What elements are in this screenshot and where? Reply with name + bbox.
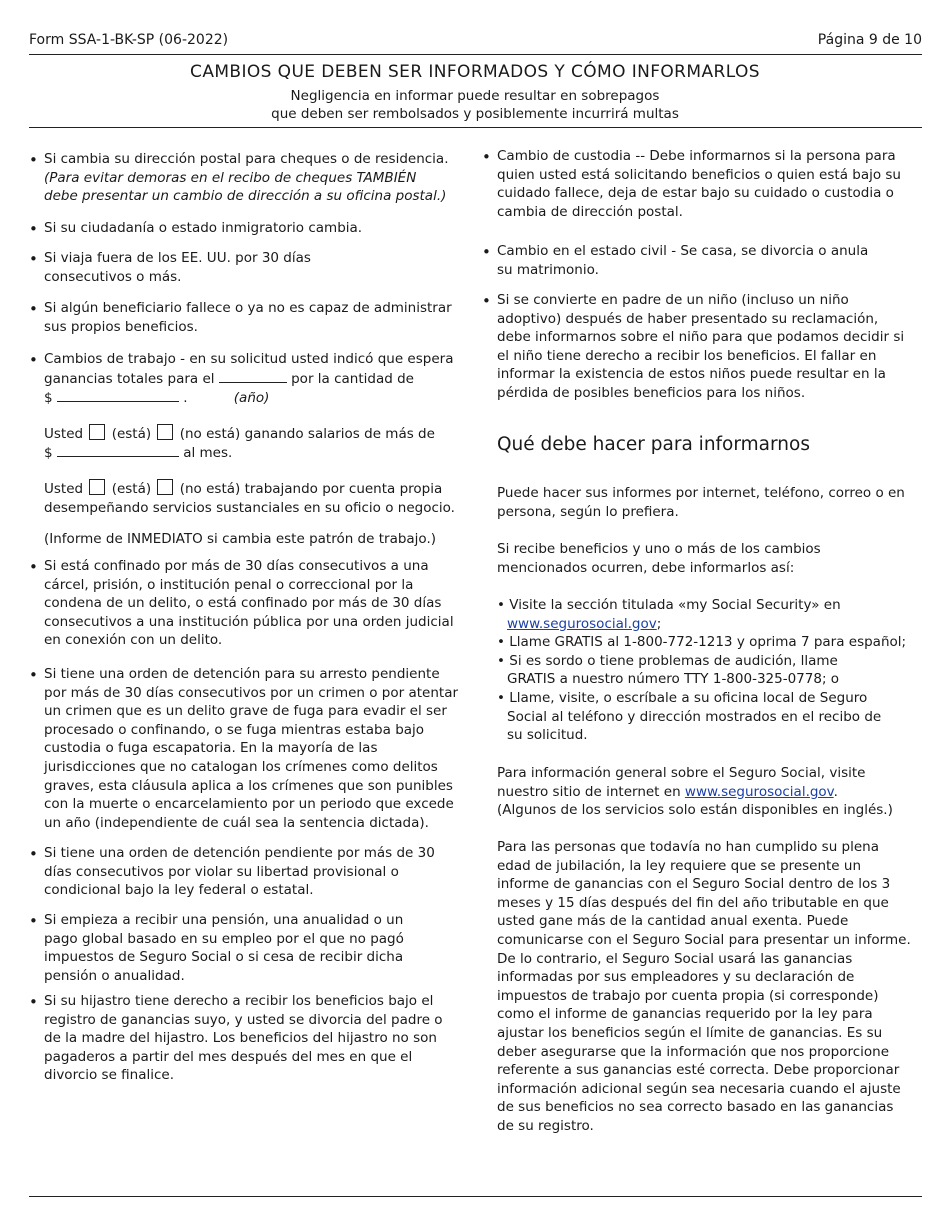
bullet-icon: • bbox=[29, 666, 38, 684]
bullet-icon: • bbox=[29, 993, 38, 1011]
text-line: registro de ganancias suyo, y usted se divorcia del padre o bbox=[44, 1011, 443, 1028]
subtitle-line: que deben ser rembolsados y posiblemente incurrirá multas bbox=[271, 106, 679, 122]
bullet-icon: • bbox=[482, 292, 491, 310]
text-line: días consecutivos por violar su libertad provisional o bbox=[44, 863, 399, 880]
text-fragment: $ bbox=[44, 390, 53, 407]
change-item-travel bbox=[44, 249, 469, 286]
list-item: • Visite la sección titulada «my Social Security» en bbox=[497, 597, 841, 613]
year-label: (año) bbox=[233, 390, 270, 407]
text-line: informar la existencia de estos niños puede resultar en la bbox=[497, 366, 886, 383]
bullet-icon: • bbox=[482, 243, 491, 261]
list-item: • Si es sordo o tiene problemas de audición, llame bbox=[497, 652, 838, 669]
text-line: mencionados ocurren, debe informarlos así: bbox=[497, 559, 795, 576]
text-line: pensión o anualidad. bbox=[44, 967, 185, 984]
text-line: pérdida de posibles beneficios para los niños. bbox=[497, 384, 806, 401]
text-line: consecutivos a una institución pública por una orden judicial bbox=[44, 613, 454, 630]
text-line: de su registro. bbox=[497, 1117, 594, 1134]
subtitle-line: Negligencia en informar puede resultar en sobrepagos bbox=[290, 88, 660, 104]
bullet-icon: • bbox=[29, 351, 38, 369]
text-fragment: Usted bbox=[44, 425, 84, 442]
text-line: Si su hijastro tiene derecho a recibir los beneficios bajo el bbox=[44, 993, 434, 1009]
page-subtitle bbox=[0, 87, 950, 123]
change-item-beneficiary bbox=[44, 299, 469, 336]
text-fragment: . bbox=[183, 390, 188, 407]
text-fragment: ganancias totales para el bbox=[44, 370, 215, 387]
text-line: adoptivo) después de haber presentado su reclamación, bbox=[497, 310, 879, 327]
text-fragment: por la cantidad de bbox=[291, 370, 414, 387]
text-line: edad de jubilación, la ley requiere que se presente un bbox=[497, 857, 862, 874]
bullet-icon: • bbox=[29, 912, 38, 930]
text-line bbox=[44, 443, 469, 463]
text-line: cambia de dirección postal. bbox=[497, 203, 683, 220]
text-line: en conexión con un delito. bbox=[44, 632, 223, 649]
text-line: jurisdicciones que no catalogan los crímenes como delitos bbox=[44, 758, 438, 775]
text-line: Si tiene una orden de detención para su arresto pendiente bbox=[44, 666, 440, 682]
text-fragment: ; bbox=[656, 615, 662, 632]
report-methods-paragraph bbox=[497, 484, 927, 521]
footer-rule bbox=[29, 1196, 922, 1197]
earnings-report-paragraph bbox=[497, 838, 927, 1136]
text-line: impuestos de Seguro Social o si cesa de recibir dicha bbox=[44, 949, 404, 966]
change-item-new-child bbox=[497, 291, 927, 403]
text-line: condena de un delito, o está confinado por más de 30 días bbox=[44, 595, 442, 612]
text-line bbox=[44, 388, 469, 408]
text-line: (Informe de INMEDIATO si cambia este patrón de trabajo.) bbox=[44, 531, 437, 548]
text-line: procesado o confinando, o se fuga mientras estaba bajo bbox=[44, 721, 425, 738]
wages-no-esta-checkbox[interactable] bbox=[157, 424, 173, 440]
change-item-stepchild bbox=[44, 992, 469, 1085]
text-line: con la muerte o encarcelamiento por un periodo que excede bbox=[44, 796, 454, 813]
text-line: Si algún beneficiario fallece o ya no es capaz de administrar bbox=[44, 300, 452, 316]
text-fragment: (está) bbox=[111, 425, 152, 442]
text-line: (Algunos de los servicios solo están disponibles en inglés.) bbox=[497, 802, 893, 819]
change-item-confinement bbox=[44, 557, 469, 650]
text-line: de sus beneficios no sea correcto basado en las ganancias bbox=[497, 1099, 894, 1116]
text-fragment: (no está) trabajando por cuenta propia bbox=[179, 480, 443, 497]
text-line: De lo contrario, el Seguro Social usará las ganancias bbox=[497, 950, 853, 967]
list-item-continued: Social al teléfono y dirección mostrados en el recibo de bbox=[507, 708, 882, 725]
text-line: informe de ganancias con el Seguro Social dentro de los 3 bbox=[497, 876, 891, 893]
text-line: pago global basado en su empleo por el que no pagó bbox=[44, 930, 404, 947]
text-line: consecutivos o más. bbox=[44, 268, 182, 285]
text-line: condicional bajo la ley federal o estatal. bbox=[44, 882, 314, 899]
text-line: divorcio se finalice. bbox=[44, 1067, 175, 1084]
text-line bbox=[44, 424, 469, 444]
text-line: meses y 15 días después del fin del año tributable en que bbox=[497, 894, 889, 911]
text-line: información adicional según sea necesaria cuando el ajuste bbox=[497, 1080, 901, 1097]
monthly-amount-field[interactable] bbox=[57, 443, 179, 457]
segurosocial-link[interactable]: www.segurosocial.gov bbox=[507, 615, 657, 632]
bullet-icon: • bbox=[482, 148, 491, 166]
text-line: referente a sus ganancias esté correcta. Debe proporcionar bbox=[497, 1062, 900, 1079]
text-line bbox=[44, 479, 469, 499]
page-number: Página 9 de 10 bbox=[817, 32, 922, 48]
self-employed-no-esta-checkbox[interactable] bbox=[157, 479, 173, 495]
text-line: sus propios beneficios. bbox=[44, 318, 198, 335]
text-line: por más de 30 días consecutivos por un crimen o por atentar bbox=[44, 684, 459, 701]
text-line: graves, esta cláusula aplica a los crímenes que son punibles bbox=[44, 777, 453, 794]
text-line: Cambio de custodia -- Debe informarnos si la persona para bbox=[497, 148, 896, 164]
change-item-pension bbox=[44, 911, 469, 985]
year-field[interactable] bbox=[219, 369, 287, 383]
text-line: cárcel, prisión, o institución penal o correccional por la bbox=[44, 576, 414, 593]
change-item-citizenship bbox=[44, 219, 469, 238]
text-line: usted gane más de la cantidad anual exenta. Puede bbox=[497, 913, 849, 930]
title-rule bbox=[29, 127, 922, 128]
text-line: un crimen que es un delito grave de fuga para evadir el ser bbox=[44, 703, 447, 720]
text-line: debe presentar un cambio de dirección a su oficina postal.) bbox=[44, 188, 447, 205]
text-line: Puede hacer sus informes por internet, teléfono, correo o en bbox=[497, 485, 905, 501]
text-fragment: $ bbox=[44, 445, 53, 462]
self-employed-esta-checkbox[interactable] bbox=[89, 479, 105, 495]
change-item-work bbox=[44, 350, 469, 549]
list-item-continued: GRATIS a nuestro número TTY 1-800-325-0778; o bbox=[507, 671, 840, 688]
text-line: persona, según lo prefiera. bbox=[497, 503, 679, 520]
bullet-icon: • bbox=[29, 300, 38, 318]
change-item-arrest-warrant bbox=[44, 665, 469, 832]
text-line: debe informarnos sobre el niño para que podamos decidir si bbox=[497, 329, 905, 346]
wages-esta-checkbox[interactable] bbox=[89, 424, 105, 440]
text-line: Si su ciudadanía o estado inmigratorio cambia. bbox=[44, 220, 363, 236]
bullet-icon: • bbox=[29, 558, 38, 576]
text-line: Si tiene una orden de detención pendiente por más de 30 bbox=[44, 845, 435, 861]
text-fragment: . bbox=[833, 783, 838, 800]
text-line: como el informe de ganancias requerido por la ley para bbox=[497, 1006, 873, 1023]
text-line: su matrimonio. bbox=[497, 261, 599, 278]
text-line: impuestos de trabajo por cuenta propia (si corresponde) bbox=[497, 987, 879, 1004]
text-fragment: (está) bbox=[111, 480, 152, 497]
text-line: cuidado fallece, deja de estar bajo su cuidado o custodia o bbox=[497, 185, 894, 202]
text-line: Para información general sobre el Seguro Social, visite bbox=[497, 765, 866, 781]
text-line: Si viaja fuera de los EE. UU. por 30 días bbox=[44, 250, 311, 266]
text-line: (Para evitar demoras en el recibo de cheques TAMBIÉN bbox=[44, 169, 417, 186]
bullet-icon: • bbox=[29, 845, 38, 863]
text-line: Para las personas que todavía no han cumplido su plena bbox=[497, 839, 880, 855]
text-line: Si recibe beneficios y uno o más de los cambios bbox=[497, 541, 821, 557]
report-options-list bbox=[497, 596, 927, 745]
amount-field[interactable] bbox=[57, 388, 179, 402]
text-line: un año (independiente de cuál sea la sentencia dictada). bbox=[44, 814, 429, 831]
text-fragment: Usted bbox=[44, 480, 84, 497]
text-line: Si se convierte en padre de un niño (incluso un niño bbox=[497, 292, 849, 308]
list-item: • Llame, visite, o escríbale a su oficina local de Seguro bbox=[497, 689, 868, 706]
text-line: Si cambia su dirección postal para cheques o de residencia. bbox=[44, 151, 449, 167]
text-line bbox=[44, 369, 469, 389]
text-line: Si empieza a recibir una pensión, una anualidad o un bbox=[44, 912, 404, 928]
text-line: deber asegurarse que la información que nos proporcione bbox=[497, 1043, 890, 1060]
general-info-paragraph bbox=[497, 764, 927, 820]
text-line: pagaderos a partir del mes después del mes en que el bbox=[44, 1048, 413, 1065]
text-line: Cambio en el estado civil - Se casa, se divorcia o anula bbox=[497, 243, 869, 259]
list-item: • Llame GRATIS al 1-800-772-1213 y oprima 7 para español; bbox=[497, 634, 907, 651]
text-line: desempeñando servicios sustanciales en su oficio o negocio. bbox=[44, 499, 455, 516]
text-line: quien usted está solicitando beneficios o quien está bajo su bbox=[497, 166, 901, 183]
bullet-icon: • bbox=[29, 220, 38, 238]
change-item-custody bbox=[497, 147, 927, 221]
change-item-probation bbox=[44, 844, 469, 900]
text-line: Cambios de trabajo - en su solicitud usted indicó que espera bbox=[44, 351, 454, 367]
text-line: comunicarse con el Seguro Social para presentar un informe. bbox=[497, 931, 911, 948]
text-line: Si está confinado por más de 30 días consecutivos a una bbox=[44, 558, 429, 574]
text-line bbox=[497, 783, 927, 802]
report-instructions-paragraph bbox=[497, 540, 927, 577]
text-line: informadas por sus empleadores y su declaración de bbox=[497, 969, 855, 986]
bullet-icon: • bbox=[29, 250, 38, 268]
text-line: custodia o fuga escapatoria. En la mayoría de las bbox=[44, 740, 378, 757]
text-fragment: nuestro sitio de internet en bbox=[497, 783, 681, 800]
list-item-continued: su solicitud. bbox=[507, 727, 588, 744]
segurosocial-link[interactable]: www.segurosocial.gov bbox=[684, 783, 834, 800]
list-item-continued bbox=[497, 615, 927, 634]
page-title: CAMBIOS QUE DEBEN SER INFORMADOS Y CÓMO INFORMARLOS bbox=[190, 62, 760, 82]
change-item-marital bbox=[497, 242, 927, 279]
text-line: ajustar los beneficios según el límite de ganancias. Es su bbox=[497, 1024, 883, 1041]
change-item-address bbox=[44, 150, 469, 206]
text-line: el niño tiene derecho a recibir los beneficios. El fallar en bbox=[497, 347, 877, 364]
form-id: Form SSA-1-BK-SP (06-2022) bbox=[29, 32, 229, 48]
section-heading: Qué debe hacer para informarnos bbox=[497, 434, 810, 455]
text-line: de la madre del hijastro. Los beneficios del hijastro no son bbox=[44, 1030, 437, 1047]
header-rule bbox=[29, 54, 922, 55]
bullet-icon: • bbox=[29, 151, 38, 169]
text-fragment: al mes. bbox=[183, 445, 233, 462]
text-fragment: (no está) ganando salarios de más de bbox=[179, 425, 435, 442]
